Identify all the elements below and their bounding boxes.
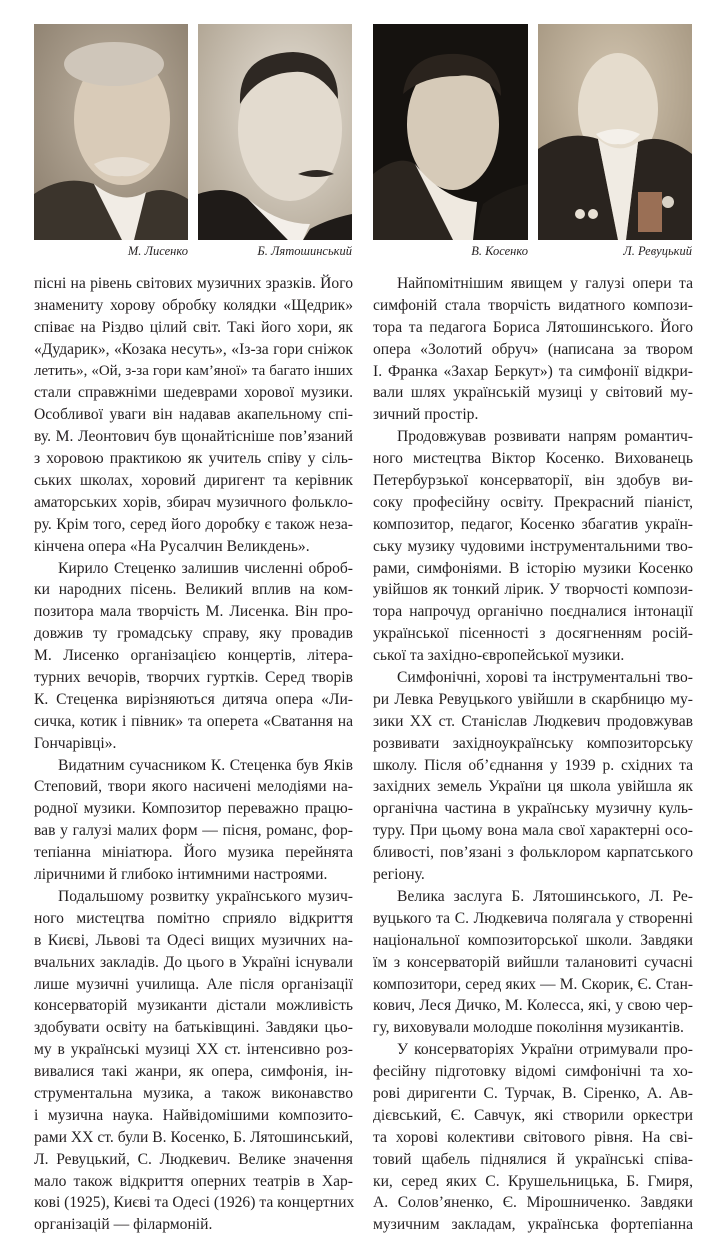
text-line	[34, 974, 353, 996]
text-line	[373, 689, 693, 711]
text-line-content: симфоній стала творчість видатного компози-	[373, 296, 693, 314]
text-line-content: М. Лисенко організацією концертів, літера-	[34, 647, 353, 665]
text-line	[34, 1039, 353, 1061]
text-line-content: ного мистецтва помітно сприяло відкриття	[34, 909, 353, 927]
text-line-content: Симфонічні, хорові та інструментальні тво-	[397, 669, 693, 687]
text-line-content: лише музичні училища. Але після організації	[34, 975, 353, 993]
caption-lysenko: М. Лисенко	[127, 244, 188, 258]
text-line-content: фесійну підготовку відомі симфонічні та хо-	[373, 1063, 693, 1081]
text-line-content: з хоровою практикою як учитель співу у сіль-	[34, 450, 353, 468]
text-line	[34, 601, 353, 623]
text-line	[373, 1149, 693, 1171]
text-line	[373, 448, 693, 470]
text-line-content: кович, Леся Дичко, М. Колесса, які, у свою чер-	[373, 997, 693, 1015]
text-line	[34, 798, 353, 820]
text-line	[373, 798, 693, 820]
text-line-content: му в українські музиці XX ст. інтенсивно роз-	[34, 1041, 353, 1059]
text-line	[34, 755, 353, 777]
text-line-content: зики XX ст. Станіслав Людкевич продовжував	[373, 712, 693, 730]
text-line	[34, 711, 353, 733]
text-line	[373, 558, 693, 580]
text-line-content: Степовий, твори якого насичені мелодіями на-	[34, 778, 353, 796]
text-line-content: турних вечорів, творчих гуртків. Серед творів	[34, 669, 353, 687]
text-line	[34, 579, 353, 601]
text-line-content: сичка, котик і півник» та оперета «Сватання на	[34, 712, 353, 730]
text-line	[34, 514, 353, 536]
text-line-content: Подальшому розвитку українського музич-	[58, 887, 353, 905]
text-line	[34, 273, 353, 295]
text-line-content: вали шлях українській музиці у світовий му-	[373, 384, 693, 402]
text-line-content: Петербурзької консерваторії, він здобув ви-	[373, 472, 693, 490]
text-line	[34, 645, 353, 667]
text-line	[373, 1039, 693, 1061]
text-line-content: школу. Після об’єднання у 1939 р. східних та	[373, 756, 693, 774]
text-line-content: ки народних пісень. Великий вплив на ком-	[34, 581, 353, 599]
text-line-content: Гончарівці».	[34, 734, 117, 752]
text-line	[373, 361, 693, 383]
text-line	[34, 1017, 353, 1039]
text-line	[34, 1171, 353, 1193]
text-line	[373, 601, 693, 623]
text-line-content: і музична наука. Найвідомішими композито-	[34, 1106, 353, 1124]
text-line-content: композитори, серед яких — М. Скорик, Є. Стан-	[373, 975, 693, 993]
text-line-content: І. Франка «Захар Беркут») та симфонії відкри-	[373, 362, 693, 380]
text-line-content: вивалися такі жанри, як опера, симфонія, ін-	[34, 1063, 353, 1081]
caption-lyatoshynskyi: Б. Лятошинський	[257, 244, 352, 258]
text-line	[373, 426, 693, 448]
text-line-content: вав у галузі малих форм — пісня, романс, фор-	[34, 822, 353, 840]
text-line-content: розвивати західноукраїнську композиторську	[373, 734, 693, 752]
text-line-content: композитор, педагог, Косенко збагатив україн-	[373, 515, 693, 533]
text-line-content: Л. Ревуцький, С. Людкевич. Велике значення	[34, 1150, 353, 1168]
text-line	[373, 755, 693, 777]
text-line	[373, 579, 693, 601]
text-line	[373, 1214, 693, 1236]
text-line-content: увійшов як тонкий лірик. У творчості компози-	[373, 581, 693, 599]
text-line-content: рами, симфоніями. В історію музики Косенко	[373, 559, 693, 577]
text-line-content: здобувати освіту на батьківщині. Завдяки цьо-	[34, 1019, 353, 1037]
text-line-content: родної музики. Композитор переважно працю-	[34, 800, 353, 818]
text-line	[34, 295, 353, 317]
text-line-content: ліричними й глибоко інтимними настроями.	[34, 866, 328, 884]
text-line-content: ри Левка Ревуцького увійшли в скарбницю му-	[373, 690, 693, 708]
text-line	[373, 1017, 693, 1039]
text-line-content: ської та західно-європейської музики.	[373, 647, 625, 665]
text-line-content: організацій — філармоній.	[34, 1216, 213, 1234]
text-line	[373, 667, 693, 689]
photo-lyatoshynskyi	[198, 24, 352, 240]
text-line	[373, 820, 693, 842]
text-line-content: струментальна музика, а також виконавство	[34, 1084, 353, 1102]
text-line-content: позитора мала творчість М. Лисенка. Він про-	[34, 603, 353, 621]
text-line	[34, 689, 353, 711]
text-line	[34, 382, 353, 404]
text-line-content: Найпомітнішим явищем у галузі опери та	[397, 275, 693, 292]
text-line	[373, 623, 693, 645]
text-line-content: консерваторій музиканти дістали можливість	[34, 997, 353, 1015]
right-text-column	[373, 273, 693, 1236]
portrait-photo-icon	[373, 24, 528, 240]
text-line	[373, 733, 693, 755]
text-line	[373, 952, 693, 974]
photo-lysenko	[34, 24, 188, 240]
text-line-content: У консерваторіях України отримували про-	[397, 1041, 693, 1059]
portrait-photo-icon	[538, 24, 692, 240]
text-line	[373, 711, 693, 733]
text-line-content: летить», «Ой, з-за гори кам’яної» та багато інших	[34, 362, 353, 379]
text-line-content: туру. При цьому вона мала свої характерні осо-	[373, 822, 693, 840]
text-line-content: Велика заслуга Б. Лятошинського, Л. Ре-	[397, 887, 693, 905]
text-line-content: музичним закладам, українська фортепіанна	[373, 1216, 693, 1234]
text-line	[34, 1061, 353, 1083]
text-line-content: соку професійну освіту. Прекрасний піаніст,	[373, 493, 693, 511]
portrait-photo-icon	[34, 24, 188, 240]
text-line-content: органічна частина в українську музичну куль-	[373, 800, 693, 818]
text-line	[373, 974, 693, 996]
text-line-content: опера «Золотий обруч» (написана за твором	[373, 340, 693, 358]
text-line-content: ного мистецтва Віктор Косенко. Вихованець	[373, 450, 693, 468]
text-line-content: тора та педагога Бориса Лятошинського. Його	[373, 318, 693, 336]
text-line	[373, 1105, 693, 1127]
text-line-content: рами XX ст. були В. Косенко, Б. Лятошинський,	[34, 1128, 353, 1146]
text-line	[34, 426, 353, 448]
text-line-content: стали справжніми шедеврами хорової музики.	[34, 384, 353, 402]
text-line-content: кінчена опера «На Русалчин Великдень».	[34, 537, 310, 555]
text-line	[373, 295, 693, 317]
text-line-content: пісні на рівень світових музичних зразків. Його	[34, 275, 353, 292]
text-line-content: гу, виховували молодше покоління музикантів.	[373, 1019, 684, 1037]
text-line-content: західних земель України ця школа увійшла як	[373, 778, 693, 796]
text-line	[373, 470, 693, 492]
text-line	[373, 492, 693, 514]
text-line-content: зичний простір.	[373, 406, 479, 424]
text-line	[34, 842, 353, 864]
text-line-content: тора напрочуд органічно поєдналися інтонації	[373, 603, 693, 621]
text-line	[373, 930, 693, 952]
text-line	[34, 404, 353, 426]
text-line	[373, 382, 693, 404]
text-line	[34, 317, 353, 339]
text-line-content: товий щабель піднялися й українські співа-	[373, 1150, 693, 1168]
text-line-content: Продовжував розвивати напрям романтич-	[397, 428, 693, 446]
text-line	[34, 1214, 353, 1236]
text-line	[373, 404, 693, 426]
text-line-content: Кирило Стеценко залишив численні оброб-	[58, 559, 353, 577]
text-line-content: вуцького та С. Людкевича полягала у створенні	[373, 909, 693, 927]
text-line-content: національної композиторської школи. Завдяки	[373, 931, 693, 949]
text-line-content: «Дударик», «Козака несуть», «Із-за гори сніжок	[34, 340, 353, 358]
text-line	[373, 842, 693, 864]
photo-kosenko	[373, 24, 528, 240]
text-line	[34, 886, 353, 908]
text-line-content: ську музику чудовими інструментальними тво-	[373, 537, 693, 555]
text-line	[373, 339, 693, 361]
text-line	[34, 492, 353, 514]
portrait-photo-icon	[198, 24, 352, 240]
text-line	[34, 623, 353, 645]
text-line	[34, 667, 353, 689]
text-line-content: української пісенності з досягненням росій-	[373, 625, 693, 643]
text-line	[34, 820, 353, 842]
text-line	[373, 1127, 693, 1149]
left-text-column	[34, 273, 353, 1236]
text-line-content: ру. Крім того, серед його доробку є також неза-	[34, 515, 353, 533]
text-line	[373, 645, 693, 667]
text-line	[373, 908, 693, 930]
text-line-content: дієвський, Є. Савчук, які створили оркестри	[373, 1106, 693, 1124]
caption-revutskyi: Л. Ревуцький	[623, 244, 692, 258]
text-line-content: аматорських хорів, збирач музичного фолькло-	[34, 493, 353, 511]
text-line-content: їм з консерваторій вийшли талановиті сучасні	[373, 953, 693, 971]
text-line-content: ки, серед яких С. Крушельницька, Б. Гмиря,	[373, 1172, 693, 1190]
text-line-content: кові (1925), Києві та Одесі (1926) та концертних	[34, 1194, 355, 1212]
text-line	[34, 908, 353, 930]
text-line-content: рові диригенти С. Турчак, В. Сіренко, А. Ав-	[373, 1084, 693, 1102]
text-line	[373, 886, 693, 908]
text-line	[34, 952, 353, 974]
text-line	[34, 361, 353, 383]
caption-kosenko: В. Косенко	[471, 244, 528, 258]
text-line-content: знамениту хорову обробку колядки «Щедрик»	[34, 296, 353, 314]
text-line-content: ських школах, хоровий диригент та керівник	[34, 472, 353, 490]
text-line-content: А. Солов’яненко, Є. Мірошниченко. Завдяки	[373, 1194, 693, 1212]
text-line	[34, 776, 353, 798]
text-line-content: довжив ту громадську справу, яку провадив	[34, 625, 353, 643]
text-line-content: Видатним сучасником К. Стеценка був Яків	[58, 756, 353, 774]
text-line	[34, 536, 353, 558]
text-line-content: бливості, пов’язані з фольклором карпатського	[373, 844, 693, 862]
text-line	[373, 776, 693, 798]
text-line-content: мало також відкриття оперних театрів в Хар-	[34, 1172, 353, 1190]
text-line	[373, 1171, 693, 1193]
text-line-content: та хорові колективи світового рівня. На сві-	[373, 1128, 693, 1146]
text-line	[373, 864, 693, 886]
text-line	[34, 1192, 353, 1214]
text-line	[34, 995, 353, 1017]
text-line	[34, 339, 353, 361]
text-line	[373, 1192, 693, 1214]
text-line	[34, 448, 353, 470]
text-line	[34, 733, 353, 755]
text-line	[373, 1083, 693, 1105]
text-line-content: К. Стеценка вирізняються дитяча опера «Ли-	[34, 690, 353, 708]
text-line	[34, 1149, 353, 1171]
photo-revutskyi	[538, 24, 692, 240]
text-line	[34, 470, 353, 492]
text-line	[373, 536, 693, 558]
text-line	[34, 558, 353, 580]
text-line	[34, 1127, 353, 1149]
text-line	[34, 1083, 353, 1105]
text-line	[34, 864, 353, 886]
text-line	[34, 930, 353, 952]
text-line	[373, 514, 693, 536]
text-line	[373, 995, 693, 1017]
text-line	[34, 1105, 353, 1127]
text-line-content: Особливої уваги він надавав акапельному спі-	[34, 406, 353, 424]
text-line-content: вчальних закладів. До цього в Україні існували	[34, 953, 353, 971]
text-line	[373, 1061, 693, 1083]
text-line-content: регіону.	[373, 866, 425, 884]
text-line	[373, 273, 693, 295]
text-line-content: в Києві, Львові та Одесі вищих музичних на-	[34, 931, 353, 949]
text-line-content: співає на Різдво цілий світ. Такі його хори, як	[34, 318, 353, 336]
text-line	[373, 317, 693, 339]
text-line-content: тепіанна мініатюра. Його музика перейнята	[34, 844, 353, 862]
text-line-content: ву. М. Леонтович був щонайтісніше пов’язаний	[34, 428, 353, 446]
